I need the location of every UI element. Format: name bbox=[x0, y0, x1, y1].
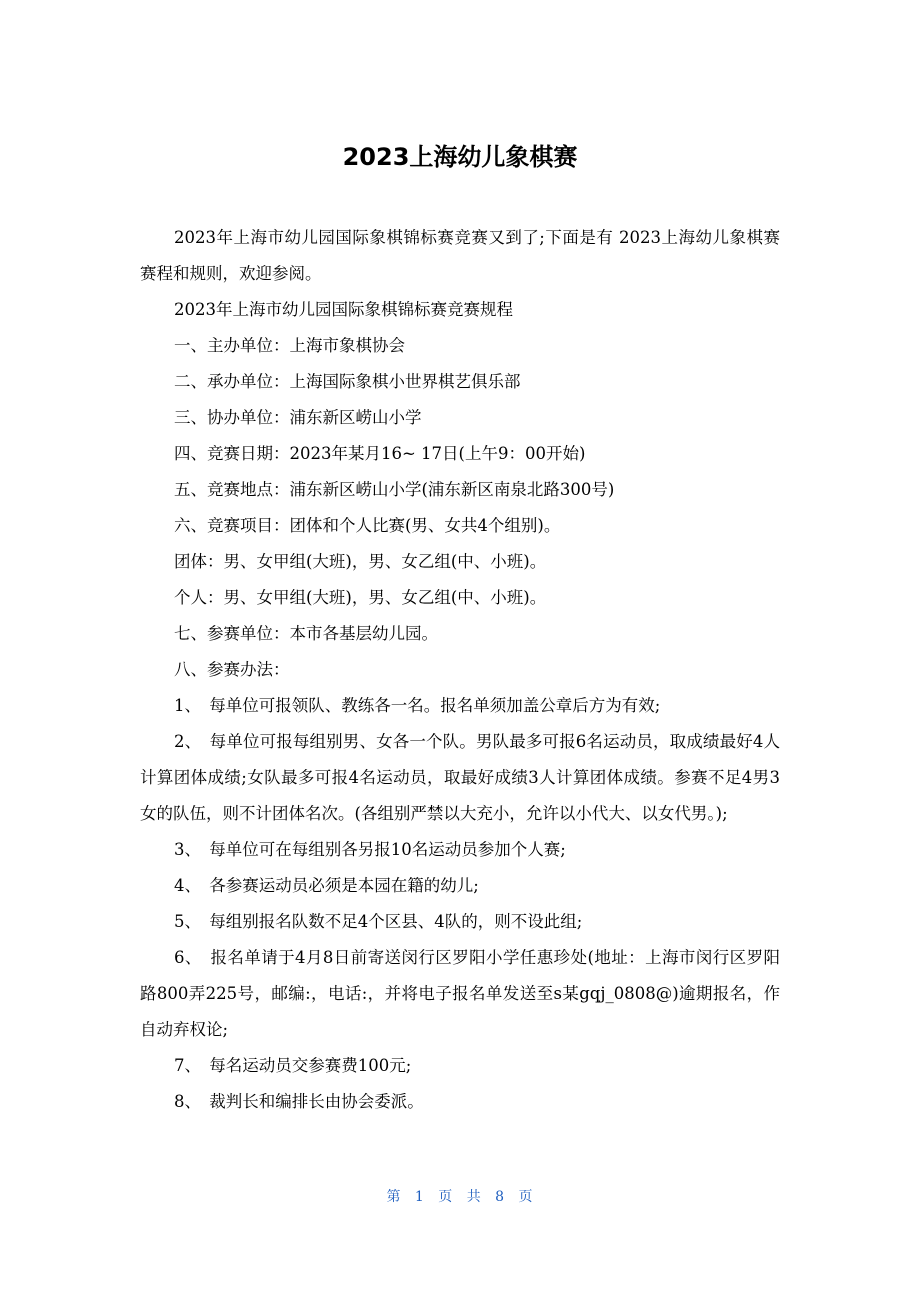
paragraph-rule-6: 6、 报名单请于4月8日前寄送闵行区罗阳小学任惠珍处(地址：上海市闵行区罗阳路800弄225号，邮编:，电话:，并将电子报名单发送至s某gqj_0808@)逾期报名，作自动弃权论; bbox=[140, 948, 780, 1039]
paragraph-methods-heading: 八、参赛办法： bbox=[174, 660, 290, 679]
paragraph-date: 四、竞赛日期：2023年某月16~ 17日(上午9：00开始) bbox=[174, 444, 586, 463]
document-title: 2023上海幼儿象棋赛 bbox=[342, 143, 578, 171]
paragraph-rule-1: 1、 每单位可报领队、教练各一名。报名单须加盖公章后方为有效; bbox=[174, 696, 661, 715]
paragraph-intro: 2023年上海市幼儿园国际象棋锦标赛竞赛又到了;下面是有 2023上海幼儿象棋赛赛程和规则，欢迎参阅。 bbox=[140, 228, 780, 283]
page-number-footer: 第 1 页 共 8 页 bbox=[386, 1189, 534, 1205]
paragraph-venue: 五、竞赛地点：浦东新区崂山小学(浦东新区南泉北路300号) bbox=[174, 480, 615, 499]
paragraph-rule-5: 5、 每组别报名队数不足4个区县、4队的，则不设此组; bbox=[174, 912, 583, 931]
paragraph-rule-3: 3、 每单位可在每组别各另报10名运动员参加个人赛; bbox=[174, 840, 566, 859]
paragraph-organizer: 一、主办单位：上海市象棋协会 bbox=[174, 336, 405, 355]
paragraph-host: 二、承办单位：上海国际象棋小世界棋艺俱乐部 bbox=[174, 372, 521, 391]
paragraph-heading: 2023年上海市幼儿园国际象棋锦标赛竞赛规程 bbox=[174, 300, 513, 319]
paragraph-events: 六、竞赛项目：团体和个人比赛(男、女共4个组别)。 bbox=[174, 516, 561, 535]
document-body bbox=[140, 220, 780, 1120]
paragraph-individual: 个人：男、女甲组(大班)，男、女乙组(中、小班)。 bbox=[174, 588, 547, 607]
paragraph-participants: 七、参赛单位：本市各基层幼儿园。 bbox=[174, 624, 438, 643]
paragraph-rule-2: 2、 每单位可报每组别男、女各一个队。男队最多可报6名运动员，取成绩最好4人计算团体成绩;女队最多可报4名运动员，取最好成绩3人计算团体成绩。参赛不足4男3女的队伍，则不计团体名次。(各组别严禁以大充小，允许以小代大、以女代男。); bbox=[140, 732, 780, 823]
paragraph-rule-4: 4、 各参赛运动员必须是本园在籍的幼儿; bbox=[174, 876, 479, 895]
paragraph-rule-7: 7、 每名运动员交参赛费100元; bbox=[174, 1056, 412, 1075]
paragraph-rule-8: 8、 裁判长和编排长由协会委派。 bbox=[174, 1092, 424, 1111]
paragraph-team: 团体：男、女甲组(大班)，男、女乙组(中、小班)。 bbox=[174, 552, 547, 571]
paragraph-co-organizer: 三、协办单位：浦东新区崂山小学 bbox=[174, 408, 422, 427]
